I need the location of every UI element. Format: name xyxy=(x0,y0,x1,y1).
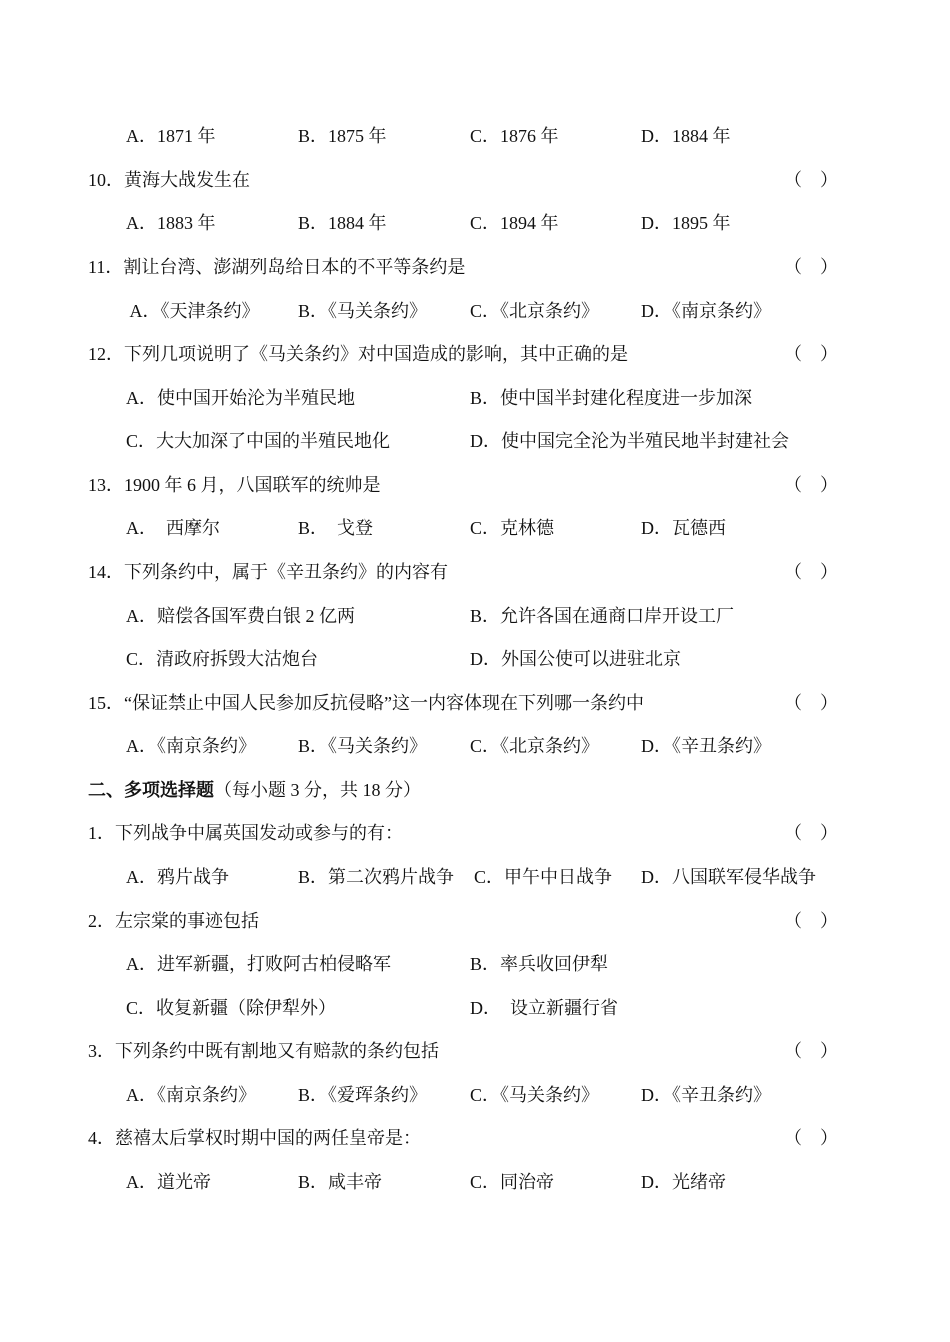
option-c: C．《北京条约》 xyxy=(470,736,600,756)
section-title: 二、多项选择题 xyxy=(88,780,214,800)
option-c: C．清政府拆毁大沽炮台 xyxy=(126,649,319,669)
question-stem: 4．慈禧太后掌权时期中国的两任皇帝是： xyxy=(88,1128,421,1148)
options-row-q13 xyxy=(0,513,950,543)
answer-blank: （ ） xyxy=(784,475,838,495)
option-d: D．《辛丑条约》 xyxy=(641,1085,771,1105)
answer-blank: （ ） xyxy=(784,823,838,843)
option-d: D． 设立新疆行省 xyxy=(470,998,618,1018)
option-a: A．1883 年 xyxy=(126,213,216,233)
answer-blank: （ ） xyxy=(784,257,838,277)
option-c: C．收复新疆（除伊犁外） xyxy=(126,998,337,1018)
question-stem: 14．下列条约中，属于《辛丑条约》的内容有 xyxy=(88,562,448,582)
option-c: C．甲午中日战争 xyxy=(474,867,613,887)
option-b: B．《马关条约》 xyxy=(298,736,428,756)
option-a: A． 西摩尔 xyxy=(126,518,220,538)
question-stem: 15．“保证禁止中国人民参加反抗侵略”这一内容体现在下列哪一条约中 xyxy=(88,693,644,713)
question-stem: 1．下列战争中属英国发动或参与的有： xyxy=(88,823,403,843)
question-stem: 13．1900 年 6 月，八国联军的统帅是 xyxy=(88,475,381,495)
section-scoring: （每小题 3 分，共 18 分） xyxy=(214,780,421,800)
question-stem: 12．下列几项说明了《马关条约》对中国造成的影响，其中正确的是 xyxy=(88,344,628,364)
options-row-q15 xyxy=(0,731,950,761)
option-a: A．1871 年 xyxy=(126,126,216,146)
option-a: A．使中国开始沦为半殖民地 xyxy=(126,388,355,408)
option-b: B．第二次鸦片战争 xyxy=(298,867,455,887)
question-15 xyxy=(0,688,950,718)
option-d: D．1884 年 xyxy=(641,126,731,146)
option-c: C．《马关条约》 xyxy=(470,1085,600,1105)
option-c: C．大大加深了中国的半殖民地化 xyxy=(126,431,391,451)
question-13 xyxy=(0,470,950,500)
question-stem: 11．割让台湾、澎湖列岛给日本的不平等条约是 xyxy=(88,257,466,277)
options-row-q11 xyxy=(0,296,950,326)
answer-blank: （ ） xyxy=(784,170,838,190)
option-b: B．1884 年 xyxy=(298,213,387,233)
answer-blank: （ ） xyxy=(784,1128,838,1148)
option-d: D．1895 年 xyxy=(641,213,731,233)
option-b: B．使中国半封建化程度进一步加深 xyxy=(470,388,753,408)
option-c: C．《北京条约》 xyxy=(470,301,600,321)
option-a: A．进军新疆，打败阿古柏侵略军 xyxy=(126,954,391,974)
option-d: D．外国公使可以进驻北京 xyxy=(470,649,681,669)
options-row-q12-cd xyxy=(0,426,950,456)
options-row-q14-cd xyxy=(0,644,950,674)
options-row-m2-cd xyxy=(0,993,950,1023)
question-14 xyxy=(0,557,950,587)
multi-question-2 xyxy=(0,906,950,936)
section-heading xyxy=(0,775,950,805)
option-b: B．率兵收回伊犁 xyxy=(470,954,609,974)
options-row-q9 xyxy=(0,121,950,151)
option-a: A．《南京条约》 xyxy=(126,736,256,756)
option-d: D．瓦德西 xyxy=(641,518,726,538)
options-row-m1 xyxy=(0,862,950,892)
option-b: B．允许各国在通商口岸开设工厂 xyxy=(470,606,735,626)
option-a: A．道光帝 xyxy=(126,1172,211,1192)
options-row-q10 xyxy=(0,208,950,238)
option-d: D．使中国完全沦为半殖民地半封建社会 xyxy=(470,431,789,451)
question-stem: 10．黄海大战发生在 xyxy=(88,170,250,190)
option-a: A．赔偿各国军费白银 2 亿两 xyxy=(126,606,355,626)
option-a: A．《南京条约》 xyxy=(126,1085,256,1105)
option-c: C．1894 年 xyxy=(470,213,559,233)
multi-question-4 xyxy=(0,1123,950,1153)
answer-blank: （ ） xyxy=(784,911,838,931)
question-11 xyxy=(0,252,950,282)
option-b: B．《马关条约》 xyxy=(298,301,428,321)
multi-question-3 xyxy=(0,1036,950,1066)
answer-blank: （ ） xyxy=(784,562,838,582)
option-c: C．同治帝 xyxy=(470,1172,555,1192)
option-a: A．鸦片战争 xyxy=(126,867,229,887)
option-b: B．1875 年 xyxy=(298,126,387,146)
option-d: D．光绪帝 xyxy=(641,1172,726,1192)
options-row-m2-ab xyxy=(0,949,950,979)
answer-blank: （ ） xyxy=(784,1041,838,1061)
option-b: B．咸丰帝 xyxy=(298,1172,383,1192)
multi-question-1 xyxy=(0,818,950,848)
option-a: A．《天津条约》 xyxy=(126,301,260,321)
options-row-m3 xyxy=(0,1080,950,1110)
option-d: D．《南京条约》 xyxy=(641,301,771,321)
option-d: D．《辛丑条约》 xyxy=(641,736,771,756)
option-b: B．《爱珲条约》 xyxy=(298,1085,428,1105)
options-row-q12-ab xyxy=(0,383,950,413)
options-row-q14-ab xyxy=(0,601,950,631)
options-row-m4 xyxy=(0,1167,950,1197)
option-c: C．1876 年 xyxy=(470,126,559,146)
question-stem: 2．左宗棠的事迹包括 xyxy=(88,911,259,931)
question-stem: 3．下列条约中既有割地又有赔款的条约包括 xyxy=(88,1041,439,1061)
option-b: B． 戈登 xyxy=(298,518,374,538)
question-10 xyxy=(0,165,950,195)
option-d: D．八国联军侵华战争 xyxy=(641,867,816,887)
answer-blank: （ ） xyxy=(784,693,838,713)
question-12 xyxy=(0,339,950,369)
option-c: C．克林德 xyxy=(470,518,555,538)
answer-blank: （ ） xyxy=(784,344,838,364)
section-heading-text xyxy=(88,775,421,805)
